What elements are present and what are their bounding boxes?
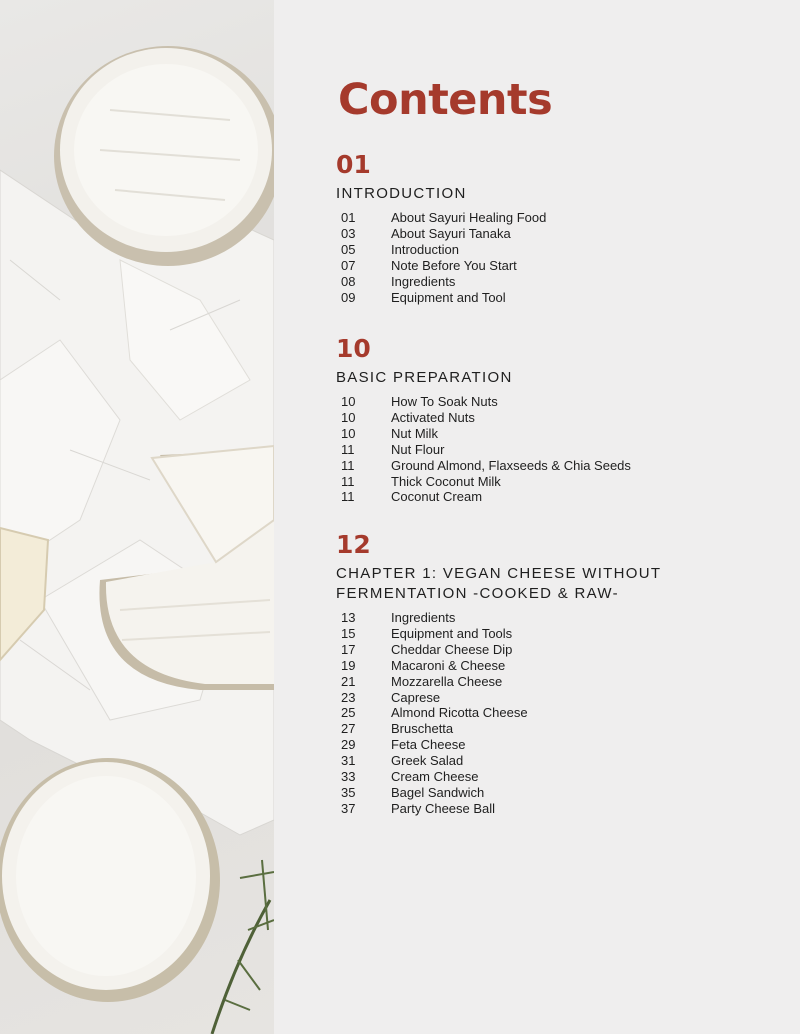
toc-entry[interactable]: [336, 690, 666, 706]
entry-page: 11: [341, 441, 355, 457]
entry-page: 11: [341, 457, 355, 473]
toc-entry[interactable]: [336, 290, 666, 306]
entry-name: Ground Almond, Flaxseeds & Chia Seeds: [391, 457, 631, 473]
entry-name: Thick Coconut Milk: [391, 473, 501, 489]
section-number: 10: [336, 334, 371, 363]
section-number: 12: [336, 530, 371, 559]
section-title: CHAPTER 1: VEGAN CHEESE WITHOUT FERMENTATION -COOKED & RAW-: [336, 565, 662, 602]
toc-entry[interactable]: [336, 769, 666, 785]
entry-page: 11: [341, 489, 355, 505]
entry-page: 07: [341, 257, 356, 273]
toc-entry[interactable]: [336, 410, 666, 426]
toc-entry[interactable]: [336, 785, 666, 801]
entry-page: 17: [341, 641, 356, 657]
entry-name: Activated Nuts: [391, 409, 475, 425]
toc-entry[interactable]: [336, 442, 666, 458]
section-chapter-1: [336, 530, 666, 817]
entry-name: Almond Ricotta Cheese: [391, 705, 528, 721]
toc-entry[interactable]: [336, 458, 666, 474]
entry-list: [336, 610, 666, 817]
toc-entry[interactable]: [336, 737, 666, 753]
entry-list: [336, 394, 666, 505]
entry-page: 19: [341, 657, 356, 673]
entry-name: Equipment and Tool: [391, 289, 506, 305]
entry-page: 03: [341, 225, 356, 241]
entry-name: Feta Cheese: [391, 737, 466, 753]
toc-entry[interactable]: [336, 426, 666, 442]
page-title: Contents: [338, 75, 553, 125]
entry-page: 27: [341, 721, 356, 737]
toc-entry[interactable]: [336, 258, 666, 274]
entry-page: 31: [341, 753, 356, 769]
entry-name: Equipment and Tools: [391, 625, 513, 641]
entry-page: 10: [341, 394, 356, 409]
entry-name: Macaroni & Cheese: [391, 657, 506, 673]
entry-page: 05: [341, 241, 356, 257]
entry-page: 35: [341, 784, 356, 800]
entry-name: Coconut Cream: [391, 489, 483, 505]
entry-page: 10: [341, 409, 356, 425]
section-title: INTRODUCTION: [336, 185, 467, 202]
toc-entry[interactable]: [336, 626, 666, 642]
toc-entry[interactable]: [336, 753, 666, 769]
toc-entry[interactable]: [336, 274, 666, 290]
toc-entry[interactable]: [336, 721, 666, 737]
entry-name: Introduction: [391, 241, 459, 257]
contents-page: [274, 0, 800, 1034]
entry-name: Party Cheese Ball: [391, 800, 496, 816]
entry-name: Nut Flour: [391, 441, 445, 457]
toc-entry[interactable]: [336, 474, 666, 490]
toc-entry[interactable]: [336, 674, 666, 690]
toc-entry[interactable]: [336, 242, 666, 258]
entry-name: Mozzarella Cheese: [391, 673, 503, 689]
toc-entry[interactable]: [336, 489, 666, 505]
section-introduction: [336, 150, 666, 305]
entry-name: Bagel Sandwich: [391, 784, 485, 800]
section-title: BASIC PREPARATION: [336, 369, 513, 386]
entry-name: About Sayuri Tanaka: [391, 225, 511, 241]
entry-page: 37: [341, 800, 356, 816]
toc-entry[interactable]: [336, 801, 666, 817]
entry-name: Bruschetta: [391, 721, 454, 737]
entry-page: 09: [341, 289, 356, 305]
entry-page: 11: [341, 473, 355, 489]
entry-page: 29: [341, 737, 356, 753]
toc-entry[interactable]: [336, 226, 666, 242]
toc-entry[interactable]: [336, 658, 666, 674]
entry-page: 13: [341, 610, 356, 625]
entry-page: 10: [341, 425, 356, 441]
section-basic-preparation: [336, 334, 666, 505]
entry-page: 15: [341, 625, 356, 641]
entry-name: Ingredients: [391, 273, 456, 289]
entry-page: 01: [341, 210, 356, 225]
entry-name: Caprese: [391, 689, 441, 705]
entry-page: 25: [341, 705, 356, 721]
entry-name: Greek Salad: [391, 753, 464, 769]
entry-page: 08: [341, 273, 356, 289]
entry-name: Nut Milk: [391, 425, 438, 441]
entry-name: Cheddar Cheese Dip: [391, 641, 513, 657]
cheese-photo: [0, 0, 274, 1034]
entry-name: Cream Cheese: [391, 769, 479, 785]
toc-entry[interactable]: [336, 210, 666, 226]
toc-entry[interactable]: [336, 394, 666, 410]
toc-entry[interactable]: [336, 610, 666, 626]
entry-name: How To Soak Nuts: [391, 394, 498, 409]
section-number: 01: [336, 150, 371, 179]
toc-entry[interactable]: [336, 642, 666, 658]
entry-name: About Sayuri Healing Food: [391, 210, 547, 225]
entry-page: 23: [341, 689, 356, 705]
entry-page: 21: [341, 673, 356, 689]
entry-name: Ingredients: [391, 610, 456, 625]
toc-entry[interactable]: [336, 705, 666, 721]
entry-list: [336, 210, 666, 305]
entry-name: Note Before You Start: [391, 257, 517, 273]
entry-page: 33: [341, 769, 356, 785]
